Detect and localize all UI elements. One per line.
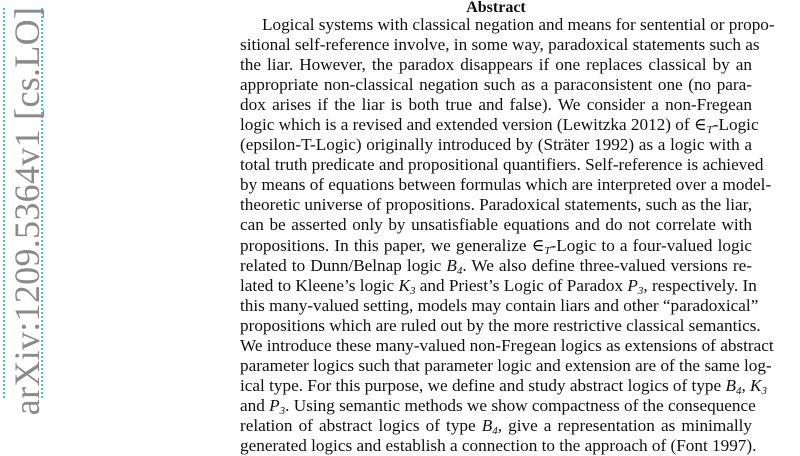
- math-subscript: T: [706, 124, 713, 137]
- math-subscript: T: [544, 244, 551, 257]
- math-symbol: B: [481, 415, 493, 435]
- text-segment: ,: [741, 375, 751, 395]
- text-segment: and Priest’s Logic of Paradox: [415, 275, 628, 295]
- math-symbol: ∈: [531, 235, 545, 255]
- math-symbol: K: [398, 275, 410, 295]
- abstract-line: [240, 275, 757, 297]
- abstract-line: [240, 355, 772, 376]
- text-segment: -Logic to a four-valued logic: [550, 235, 752, 255]
- math-symbol: P: [627, 275, 638, 295]
- abstract-line: [240, 236, 752, 256]
- text-segment: sitional self-reference involve, in some way, paradoxical statements such as: [240, 35, 760, 55]
- text-segment: the liar. However, the paradox disappears if one replaces classical by an: [240, 55, 752, 75]
- text-segment: can be asserted only by unsatisfiable equations and do not correlate with: [240, 215, 752, 235]
- abstract-line: [240, 95, 752, 115]
- text-segment: relation of abstract logics of type: [240, 415, 482, 435]
- text-segment: related to Dunn/Belnap logic: [240, 255, 447, 275]
- math-subscript: 3: [279, 404, 286, 417]
- abstract-line: [240, 215, 752, 235]
- abstract-line: [240, 416, 752, 436]
- abstract-line: [240, 75, 752, 95]
- arxiv-identifier: arXiv:1209.5364v1 [cs.LO]: [7, 6, 47, 416]
- math-symbol: K: [750, 375, 762, 395]
- text-segment: this many-valued setting, models may contain liars and other “paradoxical”: [240, 295, 759, 315]
- abstract-line: [240, 256, 752, 276]
- text-segment: , respectively. In: [643, 275, 757, 295]
- abstract-line: [240, 55, 752, 75]
- abstract-line: [240, 315, 761, 336]
- text-segment: total truth predicate and propositional quantifiers. Self-reference is achieved: [240, 155, 764, 175]
- math-subscript: 4: [492, 424, 498, 437]
- abstract-line: [240, 395, 756, 417]
- math-subscript: 3: [637, 284, 644, 297]
- text-segment: logic which is a revised and extended version (Lewitzka 2012) of: [240, 115, 694, 135]
- text-segment: lated to Kleene’s logic: [240, 275, 399, 295]
- abstract-line: [240, 435, 757, 456]
- math-subscript: 3: [761, 384, 767, 397]
- text-segment: parameter logics such that parameter logic and extension are of the same log-: [240, 355, 772, 375]
- arxiv-stamp: [3, 6, 47, 416]
- abstract-line: [240, 195, 752, 215]
- text-segment: by means of equations between formulas which are interpreted over a model-: [240, 175, 772, 195]
- abstract-line: [240, 375, 767, 397]
- text-segment: Logical systems with classical negation and means for sentential or propo-: [262, 15, 775, 34]
- abstract-heading: Abstract: [466, 0, 526, 16]
- text-segment: generated logics and establish a connection to the approach of (Font 1997).: [240, 435, 757, 455]
- text-segment: dox arises if the liar is both true and false). We consider a non-Fregean: [240, 95, 752, 115]
- text-segment: appropriate non-classical negation such as a paraconsistent one (no para-: [240, 75, 752, 95]
- abstract-line: [240, 35, 760, 55]
- text-segment: We introduce these many-valued non-Fregean logics as extensions of abstract: [240, 335, 774, 355]
- text-segment: . We also define three-valued versions re-: [462, 255, 752, 275]
- math-symbol: B: [725, 375, 736, 395]
- math-symbol: ∈: [693, 115, 707, 135]
- text-segment: ical type. For this purpose, we define and study abstract logics of type: [240, 375, 726, 395]
- text-segment: theoretic universe of propositions. Paradoxical statements, such as the liar,: [240, 195, 752, 215]
- math-symbol: P: [269, 395, 280, 415]
- abstract-line: [240, 335, 774, 356]
- math-symbol: B: [446, 255, 457, 275]
- text-segment: . Using semantic methods we show compactness of the consequence: [285, 395, 756, 415]
- abstract-line: [240, 15, 775, 35]
- abstract-line: [240, 155, 764, 175]
- math-subscript: 3: [409, 284, 416, 297]
- math-subscript: 4: [735, 384, 742, 397]
- abstract-body: [240, 15, 775, 456]
- abstract-line: [240, 135, 752, 155]
- abstract-line: [240, 295, 759, 316]
- abstract-line: [240, 115, 759, 137]
- text-segment: propositions which are ruled out by the more restrictive classical semantics.: [240, 315, 761, 335]
- text-segment: -Logic: [712, 115, 759, 135]
- abstract-line: [240, 175, 772, 195]
- math-subscript: 4: [456, 264, 463, 277]
- text-segment: (epsilon-T-Logic) originally introduced by (Sträter 1992) as a logic with a: [240, 135, 752, 155]
- text-segment: propositions. In this paper, we generalize: [240, 235, 532, 255]
- text-segment: and: [240, 395, 270, 415]
- text-segment: , give a representation as minimally: [497, 415, 753, 435]
